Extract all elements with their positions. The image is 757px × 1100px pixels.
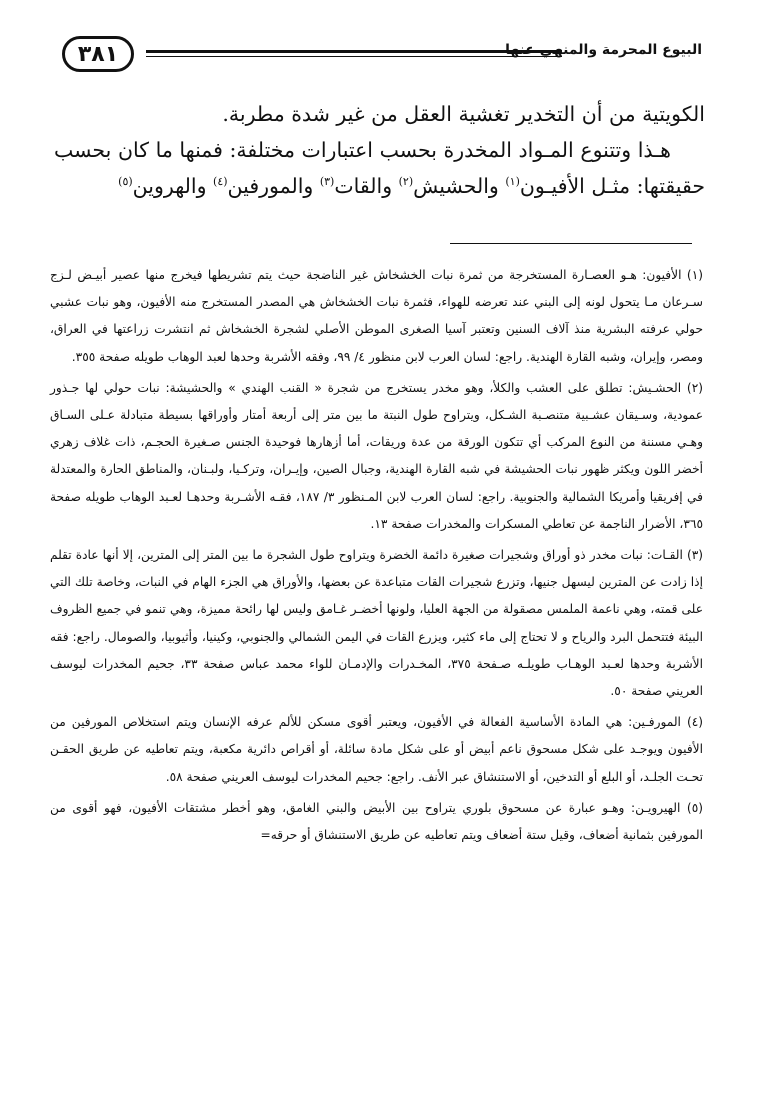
footnote-separator — [450, 243, 692, 244]
main-sep-2: والقات — [334, 174, 399, 198]
main-text — [54, 96, 705, 204]
footnote-marker: (٥) — [686, 800, 703, 815]
main-sep-1: والحشيش — [413, 174, 506, 198]
footnote-ref-3: (٣) — [319, 175, 335, 189]
footnote-3 — [50, 542, 703, 705]
main-paragraph — [54, 132, 705, 204]
footnote-ref-5: (٥) — [118, 175, 133, 189]
running-title: البيوع المحرمة والمنهي عنها — [505, 42, 702, 58]
footnote-5 — [50, 795, 703, 849]
footnote-4 — [50, 709, 703, 791]
footnote-ref-2: (٢) — [398, 175, 414, 189]
main-sep-3: والمورفين — [227, 174, 320, 198]
main-paragraph-text: هـذا وتتنوع المـواد المخدرة بحسب اعتبارات مختلفة: فمنها ما كان بحسب حقيقتها: مثـل الأفيـون — [54, 138, 705, 198]
footnote-text: الهيرويـن: وهـو عبارة عن مسحوق بلوري يتراوح بين الأبيض والبني الغامق، وهو أخطر مشتقات الأفيون، فهو أقوى من المورفين بثمانية أضعاف، وقيل ستة أضعاف ويتم تعاطيه عن طريق الاستنشاق أو حرقه= — [50, 800, 703, 843]
footnote-marker: (١) — [686, 268, 703, 282]
footnote-ref-4: (٤) — [213, 175, 228, 189]
main-line: الكويتية من أن التخدير تغشية العقل من غير شدة مطربة. — [222, 102, 705, 126]
footnote-text: القـات: نبات مخدر ذو أوراق وشجيرات صغيرة دائمة الخضرة ويتراوح طول الشجرة ما بين المتر إلى المترين، إلا أنها عادة تقلم إذا زادت عن المترين ليسهل جنيها، وتزرع شجيرات القات متباعدة عن بعضها، والأوراق هي الجزء الهام في النبات، وخاصة تلك التي على قمته، وهي ناعمة الملمس مصقولة من الجهة العليا، ولونها أخضـر غـامق وليس لها رائحة مميزة، وهي تنمو في جميع الظروف البيئة فتتحمل البرد والرياح و لا تحتاج إلى ماء كثير، ويزرع القات في اليمن الشمالي والجنوبي، وكينيا، وأثيوبيا، والصومال. راجع: فقه الأشربة وحدها لعـبد الوهـاب طويلـه صـفحة ٣٧٥، المخـدرات والإدمـان للواء محمد عباس صفحة ٣٣، جحيم المخدرات ليوسف العريني صفحة ٥٠. — [50, 548, 703, 699]
page-number: ٣٨١ — [62, 36, 134, 72]
main-sep-4: والهروين — [132, 174, 214, 198]
header-rule — [146, 50, 562, 53]
footnote-1 — [50, 262, 703, 371]
footnotes — [50, 262, 703, 853]
footnote-text: الحشـيش: تطلق على العشب والكلأ، وهو مخدر يستخرج من شجرة « القنب الهندي » والحشيشة: نبات حولي لها جـذور عمودية، وسـيقان عشـبية متنصـبة الشـكل، ويتراوح طول النبتة ما بين متر إلى أربعة أمتار وأوراقها بسيطة متبادلة عـلى السـاق وهـي مسننة من النوع المركب أي تتكون الورقة من عدة وريقات، أما أزهارها فوحيدة الجنس صـغيرة الحجـم، ذات غلاف زهري أخضر اللون ويكثر ظهور نبات الحشيشة في شبه القارة الهندية، وجبال الصين، وإيـران، وتركـيا، ولبـنان، والمناطق الحارة والمعتدلة في إفريقيا وأمريكا الشمالية والجنوبية. راجع: لسان العرب لابن المـنظور ٣/ ١٨٧، فقـه الأشـربة وحدهـا لعـبد الوهاب طويله صفحة ٣٦٥، الأضرار الناجمة عن تعاطي المسكرات والمخدرات صفحة ١٣. — [50, 380, 703, 531]
footnote-text: الأفيون: هـو العصـارة المستخرجة من ثمرة نبات الخشخاش غير الناضجة حيث يتم تشريطها فيخرج منها عصير أبيـض لـزج سـرعان مـا يتحول لونه إلى البني عند تعرضه للهواء، فثمرة نبات الخشخاش هي المصدر المستخرج منه الأفيون، وهو نبات عشبي حولي عرفته البشرية منذ آلاف السنين وتعتبر آسيا الصغرى الموطن الأصلي لشجرة الخشخاش ثم انتشرت زراعتها في العراق، ومصر، وإيران، وشبه القارة الهندية. راجع: لسان العرب لابن منظور ٤/ ٩٩، وفقه الأشربة وحدها لعبد الوهاب طويله صفحة ٣٥٥. — [50, 268, 703, 364]
footnote-marker: (٤) — [686, 715, 704, 730]
header-rule-thin — [146, 56, 562, 57]
footnote-ref-1: (١) — [505, 175, 520, 189]
page-header — [62, 36, 702, 80]
footnote-2 — [50, 375, 703, 538]
footnote-text: المورفـين: هي المادة الأساسية الفعالة في الأفيون، ويعتبر أقوى مسكن للألم عرفه الإنسان ويتم استخلاص المورفين من الأفيون ويوجـد على شكل مسحوق ناعم أبيض أو على شكل مادة سائلة، أو أقراص دائرية مكعبة، ويتم تعاطيه عن طريق الحقـن تحـت الجلـد، أو البلع أو التدخين، أو الاستنشاق عبر الأنف. راجع: جحيم المخدرات ليوسف العريني صفحة ٥٨. — [50, 715, 703, 784]
footnote-marker: (٢) — [686, 380, 703, 395]
footnote-marker: (٣) — [686, 548, 704, 563]
